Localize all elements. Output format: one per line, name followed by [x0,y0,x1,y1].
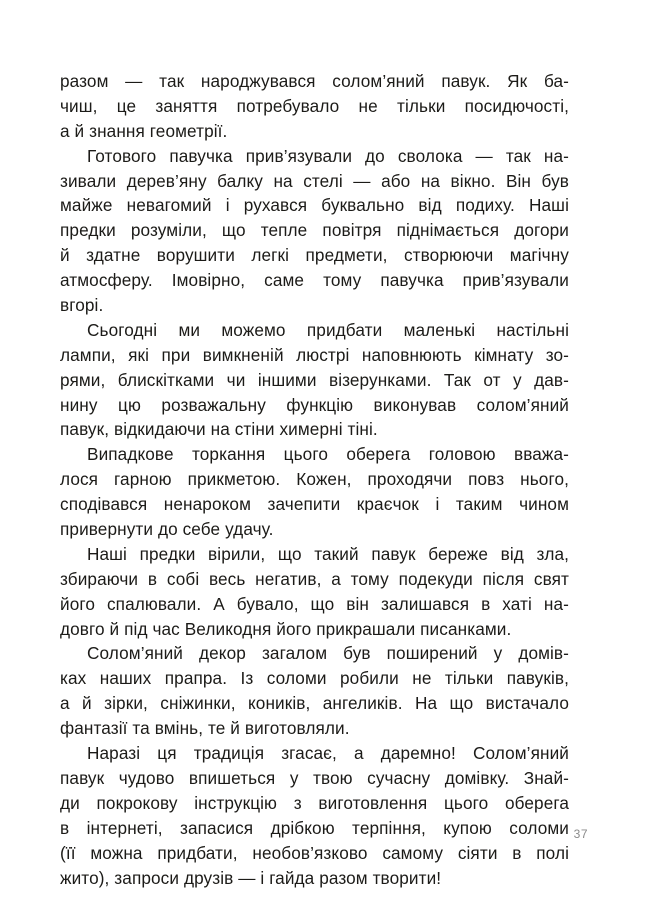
text-line: атмосферу. Імовірно, саме тому павучка прив’язували [60,270,569,291]
text-line: павук чудово впишеться у твою сучасну домівку. Знай- [60,767,569,788]
paragraph [60,69,569,144]
text-line: в інтернеті, запасися дрібкою терпіння, купою соломи [60,817,569,838]
text-line: зивали дерев’яну балку на стелі — або на вікно. Він був [60,170,569,191]
text-line: привернути до себе удачу. [60,519,274,540]
text-line: ках наших прапра. Із соломи робили не тільки павуків, [60,668,569,689]
text-line: ди покрокову інструкцію з виготовлення цього оберега [60,792,569,813]
text-line: довго й під час Великодня його прикрашали писанками. [60,618,512,639]
page-number: 37 [573,827,588,841]
text-line: лося гарною прикметою. Кожен, проходячи повз нього, [60,469,569,490]
text-line: а й знання геометрії. [60,120,228,141]
text-line: павук, відкидаючи на стіни химерні тіні. [60,419,378,440]
text-line: лампи, які при вимкненій люстрі наповнюють кімнату зо- [60,344,569,365]
text-line: разом — так народжувався солом’яний павук. Як ба- [60,71,569,91]
text-line: сподівався ненароком зачепити краєчок і таким чином [60,494,569,515]
paragraph [60,318,569,442]
text-line: чиш, це заняття потребувало не тільки посидючості, [60,95,569,116]
text-line: Випадкове торкання цього оберега головою вважа- [87,444,569,465]
text-line: його спалювали. А бувало, що він залишався в хаті на- [60,593,569,614]
text-line: Наші предки вірили, що такий павук береже від зла, [87,543,569,564]
text-line: предки розуміли, що тепле повітря піднімається догори [60,220,569,241]
text-line: рями, блискітками чи іншими візерунками. Так от у дав- [60,369,569,390]
paragraph [60,542,569,642]
text-line: (її можна придбати, необов’язково самому сіяти в полі [60,842,569,863]
text-line: жито), запроси друзів — і гайда разом творити! [60,867,442,888]
paragraph [60,641,569,741]
paragraph [60,144,569,318]
text-line: Сьогодні ми можемо придбати маленькі настільні [87,319,569,340]
text-line: нину цю розважальну функцію виконував солом’яний [60,394,569,415]
text-line: Готового павучка прив’язували до сволока — так на- [87,145,569,166]
text-line: а й зірки, сніжинки, коників, ангеликів. На що вистачало [60,693,569,714]
text-line: й здатне ворушити легкі предмети, створюючи магічну [60,245,569,266]
paragraph [60,741,569,890]
page-body [60,69,569,890]
paragraph [60,442,569,542]
text-line: фантазії та вмінь, те й виготовляли. [60,718,350,739]
text-line: вгорі. [60,295,104,316]
text-line: майже невагомий і рухався буквально від подиху. Наші [60,195,569,216]
text-line: Наразі ця традиція згасає, а даремно! Солом’яний [87,743,569,764]
text-line: збираючи в собі весь негатив, а тому подекуди після свят [60,568,569,589]
text-line: Солом’яний декор загалом був поширений у домів- [87,643,569,664]
